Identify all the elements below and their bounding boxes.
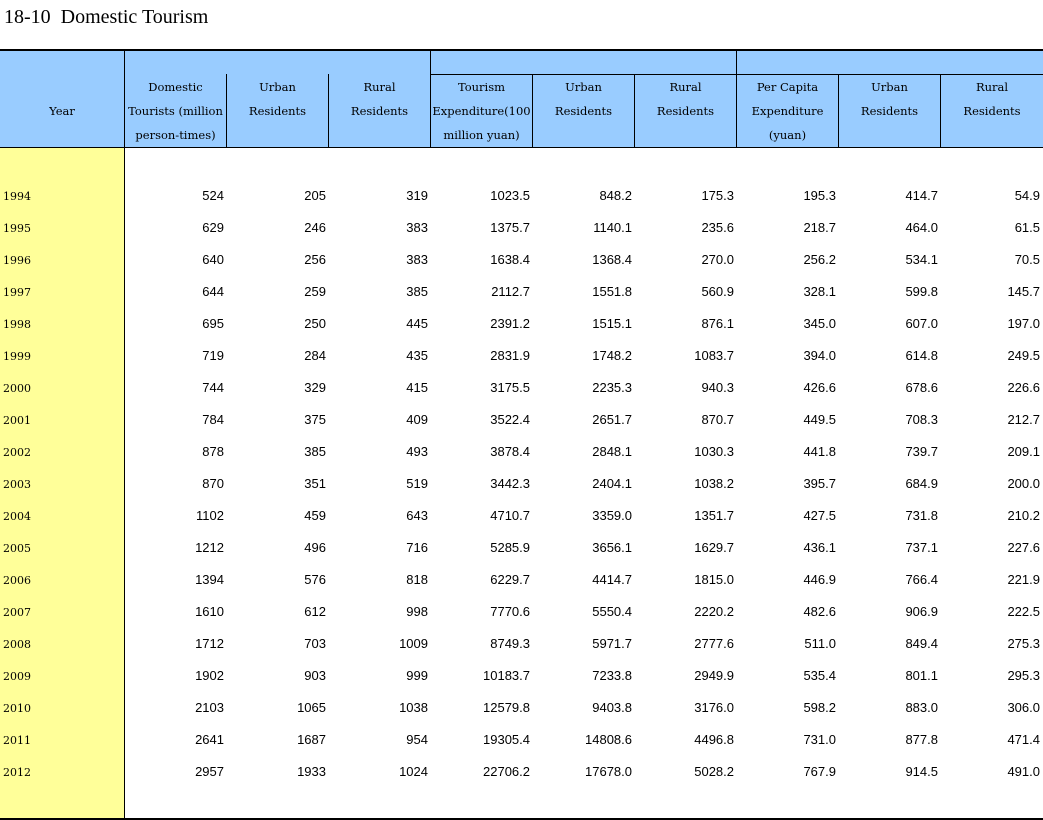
cell-expenditure-urban: 5971.7	[592, 636, 632, 651]
header-expenditure-urban-residents: Urban Residents	[554, 80, 613, 118]
cell-tourism-expenditure: 2112.7	[491, 284, 530, 299]
cell-per-capita-urban: 737.1	[905, 540, 938, 555]
cell-tourists-urban: 284	[304, 348, 326, 363]
cell-tourism-expenditure: 22706.2	[483, 764, 530, 779]
cell-domestic-tourists: 640	[202, 252, 224, 267]
header-domestic-tourists: Domestic Tourists (million person-times)	[128, 80, 223, 142]
cell-tourists-urban: 1933	[297, 764, 326, 779]
cell-expenditure-rural: 1815.0	[694, 572, 734, 587]
cell-tourists-urban: 329	[304, 380, 326, 395]
cell-per-capita: 767.9	[803, 764, 836, 779]
cell-tourists-rural: 1038	[399, 700, 428, 715]
cell-expenditure-rural: 876.1	[701, 316, 734, 331]
cell-domestic-tourists: 784	[202, 412, 224, 427]
cell-domestic-tourists: 2957	[195, 764, 224, 779]
cell-per-capita: 731.0	[803, 732, 836, 747]
cell-tourists-urban: 1065	[297, 700, 326, 715]
cell-per-capita: 535.4	[803, 668, 836, 683]
cell-tourists-urban: 576	[304, 572, 326, 587]
cell-per-capita: 256.2	[803, 252, 836, 267]
cell-expenditure-rural: 175.3	[701, 188, 734, 203]
cell-tourists-rural: 383	[406, 252, 428, 267]
cell-per-capita-urban: 464.0	[905, 220, 938, 235]
header-expenditure-rural-residents: Rural Residents	[656, 80, 715, 118]
cell-expenditure-rural: 1351.7	[694, 508, 734, 523]
cell-expenditure-rural: 2949.9	[694, 668, 734, 683]
cell-tourism-expenditure: 7770.6	[490, 604, 530, 619]
cell-tourists-rural: 954	[406, 732, 428, 747]
cell-tourists-rural: 385	[406, 284, 428, 299]
cell-year: 2010	[3, 702, 31, 715]
cell-expenditure-urban: 9403.8	[592, 700, 632, 715]
cell-tourism-expenditure: 1375.7	[490, 220, 530, 235]
cell-expenditure-urban: 1748.2	[592, 348, 632, 363]
cell-per-capita-rural: 61.5	[1014, 220, 1040, 235]
cell-per-capita-urban: 906.9	[905, 604, 938, 619]
cell-per-capita-urban: 914.5	[905, 764, 938, 779]
cell-expenditure-rural: 560.9	[701, 284, 734, 299]
cell-expenditure-rural: 940.3	[701, 380, 734, 395]
cell-year: 2009	[3, 670, 31, 683]
cell-expenditure-urban: 14808.6	[585, 732, 632, 747]
cell-per-capita-rural: 306.0	[1007, 700, 1040, 715]
cell-tourism-expenditure: 1638.4	[490, 252, 530, 267]
cell-year: 2008	[3, 638, 31, 651]
cell-tourists-urban: 375	[304, 412, 326, 427]
header-tourism-expenditure: Tourism Expenditure(100 million yuan)	[432, 80, 531, 142]
cell-year: 2006	[3, 574, 31, 587]
cell-tourism-expenditure: 10183.7	[483, 668, 530, 683]
cell-expenditure-rural: 3176.0	[694, 700, 734, 715]
cell-expenditure-rural: 1038.2	[694, 476, 734, 491]
cell-per-capita-rural: 212.7	[1007, 412, 1040, 427]
cell-per-capita-rural: 471.4	[1007, 732, 1040, 747]
cell-per-capita: 218.7	[803, 220, 836, 235]
cell-year: 1998	[3, 318, 31, 331]
cell-tourists-rural: 445	[406, 316, 428, 331]
cell-domestic-tourists: 1712	[195, 636, 224, 651]
cell-per-capita-rural: 70.5	[1014, 252, 1040, 267]
cell-domestic-tourists: 1902	[195, 668, 224, 683]
cell-expenditure-rural: 1629.7	[694, 540, 734, 555]
cell-tourists-rural: 493	[406, 444, 428, 459]
cell-tourism-expenditure: 3442.3	[490, 476, 530, 491]
cell-tourism-expenditure: 4710.7	[490, 508, 530, 523]
cell-year: 2000	[3, 382, 31, 395]
cell-expenditure-urban: 17678.0	[585, 764, 632, 779]
cell-expenditure-rural: 5028.2	[694, 764, 734, 779]
cell-per-capita: 482.6	[803, 604, 836, 619]
cell-tourists-urban: 459	[304, 508, 326, 523]
cell-per-capita: 449.5	[803, 412, 836, 427]
cell-per-capita-urban: 801.1	[905, 668, 938, 683]
header-bottom-rule	[0, 147, 1043, 148]
cell-domestic-tourists: 524	[202, 188, 224, 203]
cell-per-capita: 441.8	[803, 444, 836, 459]
cell-year: 1997	[3, 286, 31, 299]
cell-expenditure-rural: 1083.7	[694, 348, 734, 363]
cell-tourists-rural: 1024	[399, 764, 428, 779]
cell-tourists-rural: 415	[406, 380, 428, 395]
cell-per-capita-rural: 145.7	[1007, 284, 1040, 299]
cell-tourists-rural: 409	[406, 412, 428, 427]
cell-per-capita: 426.6	[803, 380, 836, 395]
cell-tourism-expenditure: 3522.4	[490, 412, 530, 427]
header-per-capita-urban-residents: Urban Residents	[860, 80, 919, 118]
cell-per-capita-rural: 200.0	[1007, 476, 1040, 491]
cell-tourists-rural: 998	[406, 604, 428, 619]
cell-tourism-expenditure: 1023.5	[490, 188, 530, 203]
cell-per-capita-urban: 731.8	[905, 508, 938, 523]
cell-expenditure-urban: 2404.1	[592, 476, 632, 491]
cell-expenditure-rural: 2220.2	[694, 604, 734, 619]
cell-domestic-tourists: 878	[202, 444, 224, 459]
cell-per-capita-rural: 222.5	[1007, 604, 1040, 619]
cell-year: 2012	[3, 766, 31, 779]
cell-per-capita: 436.1	[803, 540, 836, 555]
cell-year: 1994	[3, 190, 31, 203]
cell-tourists-rural: 716	[406, 540, 428, 555]
cell-year: 2007	[3, 606, 31, 619]
cell-per-capita-urban: 599.8	[905, 284, 938, 299]
cell-per-capita-rural: 249.5	[1007, 348, 1040, 363]
cell-tourists-urban: 351	[304, 476, 326, 491]
cell-tourists-urban: 703	[304, 636, 326, 651]
cell-tourists-urban: 385	[304, 444, 326, 459]
cell-per-capita-urban: 614.8	[905, 348, 938, 363]
cell-per-capita: 328.1	[803, 284, 836, 299]
cell-domestic-tourists: 1610	[195, 604, 224, 619]
cell-tourists-rural: 1009	[399, 636, 428, 651]
cell-per-capita-urban: 766.4	[905, 572, 938, 587]
cell-expenditure-urban: 1140.1	[593, 220, 632, 235]
cell-per-capita-rural: 221.9	[1007, 572, 1040, 587]
cell-year: 2011	[3, 734, 31, 747]
cell-domestic-tourists: 1102	[196, 508, 224, 523]
cell-domestic-tourists: 870	[202, 476, 224, 491]
cell-tourists-urban: 205	[304, 188, 326, 203]
cell-per-capita: 394.0	[803, 348, 836, 363]
cell-per-capita: 511.0	[804, 636, 836, 651]
cell-tourism-expenditure: 3878.4	[490, 444, 530, 459]
cell-per-capita: 395.7	[803, 476, 836, 491]
cell-per-capita-urban: 708.3	[905, 412, 938, 427]
cell-year: 1995	[3, 222, 31, 235]
cell-per-capita-rural: 54.9	[1014, 188, 1040, 203]
cell-per-capita: 446.9	[803, 572, 836, 587]
cell-expenditure-rural: 1030.3	[694, 444, 734, 459]
cell-tourism-expenditure: 19305.4	[483, 732, 530, 747]
cell-tourists-rural: 519	[406, 476, 428, 491]
cell-expenditure-rural: 270.0	[701, 252, 734, 267]
cell-domestic-tourists: 1394	[195, 572, 224, 587]
cell-tourists-urban: 903	[304, 668, 326, 683]
cell-tourists-urban: 250	[304, 316, 326, 331]
cell-per-capita-rural: 210.2	[1007, 508, 1040, 523]
cell-tourism-expenditure: 8749.3	[490, 636, 530, 651]
cell-tourists-urban: 246	[304, 220, 326, 235]
cell-expenditure-urban: 7233.8	[592, 668, 632, 683]
cell-tourists-urban: 259	[304, 284, 326, 299]
cell-domestic-tourists: 744	[202, 380, 224, 395]
cell-per-capita: 598.2	[803, 700, 836, 715]
cell-year: 2004	[3, 510, 31, 523]
cell-per-capita-rural: 275.3	[1007, 636, 1040, 651]
cell-domestic-tourists: 644	[202, 284, 224, 299]
cell-domestic-tourists: 1212	[195, 540, 224, 555]
cell-expenditure-urban: 2848.1	[592, 444, 632, 459]
cell-per-capita: 195.3	[803, 188, 836, 203]
header-tourists-urban-residents: Urban Residents	[248, 80, 307, 118]
cell-tourists-rural: 643	[406, 508, 428, 523]
cell-per-capita-rural: 295.3	[1007, 668, 1040, 683]
cell-domestic-tourists: 719	[202, 348, 224, 363]
cell-per-capita-urban: 739.7	[905, 444, 938, 459]
cell-expenditure-urban: 1368.4	[592, 252, 632, 267]
cell-tourists-urban: 496	[304, 540, 326, 555]
cell-per-capita-rural: 209.1	[1007, 444, 1040, 459]
cell-per-capita-urban: 877.8	[905, 732, 938, 747]
cell-per-capita-rural: 226.6	[1007, 380, 1040, 395]
cell-expenditure-urban: 2235.3	[592, 380, 632, 395]
cell-tourists-urban: 612	[304, 604, 326, 619]
cell-per-capita-urban: 883.0	[905, 700, 938, 715]
cell-tourism-expenditure: 5285.9	[490, 540, 530, 555]
cell-per-capita-rural: 491.0	[1007, 764, 1040, 779]
cell-per-capita-urban: 678.6	[905, 380, 938, 395]
cell-domestic-tourists: 695	[202, 316, 224, 331]
cell-per-capita-urban: 534.1	[905, 252, 938, 267]
cell-tourists-rural: 319	[406, 188, 428, 203]
cell-per-capita-urban: 684.9	[905, 476, 938, 491]
header-per-capita-expenditure: Per Capita Expenditure (yuan)	[751, 80, 824, 142]
cell-expenditure-urban: 3656.1	[592, 540, 632, 555]
cell-domestic-tourists: 2103	[195, 700, 224, 715]
cell-year: 1996	[3, 254, 31, 267]
cell-tourism-expenditure: 3175.5	[490, 380, 530, 395]
cell-year: 1999	[3, 350, 31, 363]
cell-year: 2001	[3, 414, 31, 427]
cell-tourism-expenditure: 2391.2	[490, 316, 530, 331]
cell-expenditure-urban: 1551.8	[592, 284, 632, 299]
cell-per-capita-urban: 607.0	[905, 316, 938, 331]
cell-per-capita-urban: 849.4	[905, 636, 938, 651]
cell-expenditure-urban: 2651.7	[592, 412, 632, 427]
cell-per-capita-rural: 197.0	[1007, 316, 1040, 331]
cell-tourists-rural: 383	[406, 220, 428, 235]
header-year: Year	[49, 104, 75, 118]
cell-tourists-urban: 1687	[297, 732, 326, 747]
cell-year: 2002	[3, 446, 31, 459]
cell-tourism-expenditure: 2831.9	[490, 348, 530, 363]
cell-per-capita-urban: 414.7	[905, 188, 938, 203]
cell-year: 2003	[3, 478, 31, 491]
cell-tourists-rural: 818	[406, 572, 428, 587]
cell-tourists-urban: 256	[304, 252, 326, 267]
cell-expenditure-rural: 2777.6	[694, 636, 734, 651]
header-tourists-rural-residents: Rural Residents	[350, 80, 409, 118]
cell-per-capita: 427.5	[803, 508, 836, 523]
cell-domestic-tourists: 2641	[195, 732, 224, 747]
cell-expenditure-urban: 3359.0	[592, 508, 632, 523]
cell-per-capita: 345.0	[803, 316, 836, 331]
cell-expenditure-urban: 1515.1	[592, 316, 632, 331]
cell-tourists-rural: 999	[406, 668, 428, 683]
cell-tourists-rural: 435	[406, 348, 428, 363]
cell-tourism-expenditure: 6229.7	[490, 572, 530, 587]
cell-expenditure-rural: 4496.8	[694, 732, 734, 747]
cell-tourism-expenditure: 12579.8	[483, 700, 530, 715]
cell-expenditure-urban: 848.2	[599, 188, 632, 203]
cell-per-capita-rural: 227.6	[1007, 540, 1040, 555]
cell-year: 2005	[3, 542, 31, 555]
cell-expenditure-urban: 4414.7	[592, 572, 632, 587]
page-title: 18-10 Domestic Tourism	[4, 6, 209, 28]
header-per-capita-rural-residents: Rural Residents	[963, 80, 1021, 118]
cell-expenditure-rural: 235.6	[701, 220, 734, 235]
cell-expenditure-rural: 870.7	[701, 412, 734, 427]
cell-domestic-tourists: 629	[202, 220, 224, 235]
cell-expenditure-urban: 5550.4	[592, 604, 632, 619]
